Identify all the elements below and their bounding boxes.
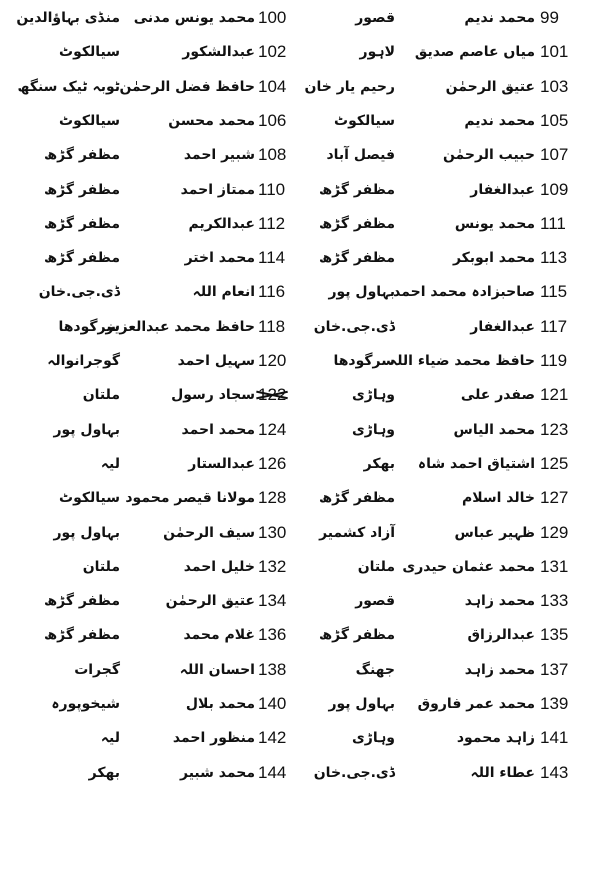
entry-city-text: ڈی.جی.خان (313, 764, 395, 781)
entry-name (395, 310, 535, 344)
entry-name (395, 241, 535, 275)
entry-name (125, 584, 255, 618)
entry-city-text: مظفر گڑھ (44, 593, 120, 610)
roster-row (0, 241, 590, 275)
entry-number (540, 241, 585, 275)
entry-name (395, 413, 535, 447)
entry-name-text: محمد ندیم (464, 10, 535, 26)
entry-number-text: 101 (540, 42, 569, 62)
entry-city (315, 275, 395, 309)
entry-name-text: صفدر علی (460, 387, 535, 404)
entry-city (315, 756, 395, 790)
entry-name (395, 618, 535, 652)
entry-number-text: 115 (540, 282, 568, 302)
entry-number-text: 144 (258, 762, 287, 782)
entry-name-text: عبدالشکور (182, 44, 255, 61)
entry-name-text: ظہیر عباس (454, 524, 535, 541)
entry-number-text: 114 (258, 248, 286, 268)
entry-city-text: گجرات (74, 661, 120, 678)
roster-row (0, 173, 590, 207)
entry-city-text: لیہ (100, 455, 120, 472)
roster-row (0, 413, 590, 447)
entry-city (0, 207, 120, 241)
entry-city (315, 378, 395, 412)
entry-city-text: بہاول پور (328, 696, 395, 712)
entry-number-text: 109 (540, 179, 569, 199)
entry-name (125, 138, 255, 172)
entry-city-text: منڈی بہاؤالدین (16, 10, 120, 26)
entry-city (0, 173, 120, 207)
entry-name-text: حافظ محمد ضیاء اللہ (389, 353, 535, 369)
entry-city-text: آزاد کشمیر (319, 524, 395, 541)
entry-number (258, 550, 303, 584)
entry-number-text: 107 (540, 145, 569, 165)
entry-number-text: 104 (258, 76, 287, 96)
entry-number-text: 140 (258, 694, 287, 713)
roster-row (0, 378, 590, 412)
entry-name-text: محمد الیاس (453, 421, 535, 438)
entry-city (315, 310, 395, 344)
entry-city-text: لاہور (359, 44, 395, 61)
entry-number-text: 116 (258, 282, 286, 302)
entry-number (258, 687, 303, 721)
entry-number (540, 104, 585, 138)
entry-name-text: محمد عثمان حیدری (402, 558, 535, 575)
entry-name (125, 35, 255, 69)
entry-city-text: گوجرانوالہ (47, 353, 120, 369)
entry-number-text: 110 (258, 179, 286, 199)
entry-city-text: ڈی.جی.خان (313, 318, 395, 335)
entry-city-text: قصور (355, 10, 395, 26)
entry-city-text: وہاڑی (351, 421, 395, 438)
entry-number-text: 135 (540, 625, 569, 645)
entry-number (258, 1, 303, 35)
entry-number (258, 104, 303, 138)
entry-name (125, 275, 255, 309)
entry-city-text: بہاول پور (53, 421, 120, 438)
entry-city-text: بہاول پور (328, 284, 395, 301)
entry-number-text: 121 (540, 385, 569, 405)
entry-number-text: 143 (540, 762, 569, 782)
entry-name-text: غلام محمد (183, 627, 255, 644)
entry-city-text: ڈی.جی.خان (38, 284, 120, 301)
entry-name-text: عبدالغفار (470, 318, 535, 335)
entry-number (258, 413, 303, 447)
entry-number-text: 108 (258, 145, 287, 165)
entry-city-text: ملتان (82, 558, 120, 575)
entry-city (0, 70, 120, 104)
entry-number-text: 142 (258, 728, 287, 748)
entry-city-text: سیالکوٹ (59, 44, 120, 61)
roster-row (0, 275, 590, 309)
entry-number (258, 173, 303, 207)
entry-number-text: 124 (258, 419, 287, 439)
entry-number (540, 1, 585, 35)
entry-city-text: رحیم یار خان (304, 78, 395, 95)
entry-name-text: محمد احمد (181, 421, 255, 438)
entry-number (540, 35, 585, 69)
entry-city-text: مظفر گڑھ (319, 215, 395, 232)
entry-number (540, 618, 585, 652)
roster-row (0, 70, 590, 104)
entry-name (125, 687, 255, 721)
entry-name-text: عطاء اللہ (470, 764, 535, 781)
entry-city (315, 413, 395, 447)
entry-number-text: 138 (258, 659, 287, 679)
entry-city (0, 481, 120, 515)
entry-city-text: مظفر گڑھ (319, 181, 395, 198)
entry-city-text: لیہ (100, 730, 120, 747)
entry-city (0, 584, 120, 618)
entry-city (0, 35, 120, 69)
entry-name-text: سہیل احمد (177, 353, 255, 369)
entry-name (125, 618, 255, 652)
entry-number (258, 310, 303, 344)
entry-number-text: 136 (258, 625, 287, 645)
entry-number (540, 653, 585, 687)
entry-name-text: محمد عمر فاروق (417, 696, 535, 712)
entry-city (304, 70, 395, 104)
entry-number (540, 481, 585, 515)
entry-city-text: شیخوپورہ (51, 696, 120, 712)
entry-name (125, 173, 255, 207)
entry-city (0, 687, 120, 721)
entry-number-text: 139 (540, 694, 569, 713)
entry-name-text: مولانا قیصر محمود (125, 490, 255, 507)
entry-city-text: ملتان (357, 558, 395, 575)
entry-number (540, 378, 585, 412)
entry-name-text: عبدالستار (188, 455, 255, 472)
entry-name-text: ممتاز احمد (180, 181, 255, 198)
entry-number-text: 132 (258, 556, 287, 576)
entry-number-text: 111 (540, 213, 566, 233)
entry-name (125, 481, 255, 515)
entry-number (258, 481, 303, 515)
entry-name-text: انعام اللہ (192, 284, 255, 301)
entry-number (258, 756, 303, 790)
entry-number-text: 100 (258, 8, 287, 27)
entry-city (315, 207, 395, 241)
entry-name (395, 447, 535, 481)
entry-number-text: 105 (540, 110, 569, 130)
entry-name-text: محمد ندیم (464, 112, 535, 129)
entry-city-text: سرگودھا (58, 318, 120, 335)
roster-row (0, 550, 590, 584)
entry-name (395, 70, 535, 104)
entry-city-text: مظفر گڑھ (319, 627, 395, 644)
entry-city (315, 173, 395, 207)
roster-row (0, 687, 590, 721)
entry-number (258, 447, 303, 481)
entry-name (125, 756, 255, 790)
entry-number (258, 70, 303, 104)
entry-number-text: 125 (540, 453, 569, 473)
roster-row (0, 516, 590, 550)
entry-city-text: بھکر (363, 455, 395, 472)
entry-name-text: محمد یونس مدنی (133, 10, 255, 26)
entry-number-text: 102 (258, 42, 287, 62)
entry-number (540, 70, 585, 104)
entry-number (540, 550, 585, 584)
entry-city-text: مظفر گڑھ (44, 147, 120, 164)
entry-number-text: 134 (258, 591, 287, 611)
roster-row (0, 653, 590, 687)
entry-name-text: محمد محسن (168, 112, 255, 129)
roster-row (0, 138, 590, 172)
entry-city-text: مظفر گڑھ (319, 250, 395, 267)
entry-name-text: حافظ فضل الرحمٰن (119, 78, 255, 95)
entry-city (0, 447, 120, 481)
roster-row (0, 207, 590, 241)
entry-city (0, 550, 120, 584)
entry-city (0, 1, 120, 35)
entry-number (540, 207, 585, 241)
entry-name-text: اشتیاق احمد شاہ (417, 455, 535, 472)
entry-name-text: محمد بلال (185, 696, 255, 712)
entry-number (258, 207, 303, 241)
entry-name (125, 550, 255, 584)
entry-city (0, 310, 120, 344)
entry-city-text: مظفر گڑھ (319, 490, 395, 507)
entry-number-text: 120 (258, 351, 287, 370)
entry-name (395, 687, 535, 721)
entry-number-text: 113 (540, 248, 568, 268)
entry-number-text: 119 (540, 351, 568, 370)
entry-name (395, 104, 535, 138)
entry-city (315, 104, 395, 138)
entry-city-text: ملتان (82, 387, 120, 404)
entry-name-text: منظور احمد (172, 730, 255, 747)
entry-number (540, 447, 585, 481)
roster-row (0, 447, 590, 481)
entry-name-text: عبدالکریم (188, 215, 255, 232)
entry-city (0, 138, 120, 172)
entry-name (125, 241, 255, 275)
entry-name (125, 413, 255, 447)
entry-city (315, 687, 395, 721)
entry-city (315, 481, 395, 515)
entry-name-text: محمد یونس (454, 215, 535, 232)
roster-row (0, 1, 590, 35)
entry-number-text: 103 (540, 76, 569, 96)
entry-number-text: 137 (540, 659, 569, 679)
entry-city (0, 653, 120, 687)
roster-row (0, 618, 590, 652)
entry-name-text: عبدالرزاق (467, 627, 535, 644)
entry-number (540, 310, 585, 344)
entry-city (315, 138, 395, 172)
entry-city (0, 241, 120, 275)
entry-name (395, 721, 535, 755)
entry-name (395, 378, 535, 412)
entry-name (395, 35, 535, 69)
entry-name-text: صاحبزادہ محمد احمد (393, 284, 535, 301)
entry-number-text: 133 (540, 591, 569, 611)
entry-name-text: زاہد محمود (456, 730, 535, 747)
roster-row (0, 481, 590, 515)
entry-number-text: 122 (258, 378, 286, 412)
entry-number (258, 653, 303, 687)
entry-number (258, 378, 303, 412)
entry-city (315, 584, 395, 618)
entry-number (540, 413, 585, 447)
entry-city-text: مظفر گڑھ (44, 627, 120, 644)
entry-number-text: 106 (258, 110, 287, 130)
entry-number (540, 721, 585, 755)
entry-city (0, 104, 120, 138)
entry-name-text: محمد زاہد (464, 593, 535, 610)
entry-name-text: میاں عاصم صدیق (414, 44, 535, 61)
entry-city (315, 516, 395, 550)
entry-number-text: 112 (258, 213, 286, 233)
entry-number (258, 721, 303, 755)
entry-name-text: محمد ابوبکر (452, 250, 535, 267)
entry-name-text: احسان اللہ (179, 661, 255, 678)
entry-number-text: 128 (258, 488, 287, 508)
entry-number (540, 756, 585, 790)
entry-name-text: عبدالغفار (470, 181, 535, 198)
entry-name (125, 447, 255, 481)
roster-row (0, 104, 590, 138)
entry-city (315, 344, 395, 378)
entry-city (315, 1, 395, 35)
entry-number-text: 117 (540, 316, 568, 336)
entry-city (0, 721, 120, 755)
roster-row (0, 756, 590, 790)
entry-name-text: عتیق الرحمٰن (445, 78, 535, 95)
entry-name-text: محمد شبیر (179, 764, 255, 781)
entry-number (540, 344, 585, 378)
entry-name-text: عتیق الرحمٰن (165, 593, 255, 610)
entry-number (258, 516, 303, 550)
entry-city-text: قصور (355, 593, 395, 610)
entry-city (315, 550, 395, 584)
entry-city (0, 344, 120, 378)
entry-number-text: 99 (540, 8, 559, 27)
entry-name (395, 756, 535, 790)
entry-city (315, 35, 395, 69)
entry-city-text: فیصل آباد (326, 147, 395, 164)
roster-row (0, 584, 590, 618)
entry-city (0, 516, 120, 550)
entry-name (125, 1, 255, 35)
entry-city-text: ٹوبہ ٹیک سنگھ (17, 78, 120, 95)
entry-name (395, 516, 535, 550)
entry-number-text: 126 (258, 453, 287, 473)
entry-name (395, 173, 535, 207)
roster-row (0, 310, 590, 344)
entry-city (315, 653, 395, 687)
entry-name (389, 344, 535, 378)
entry-city (0, 275, 120, 309)
entry-number-text: 130 (258, 522, 287, 542)
entry-name (395, 1, 535, 35)
entry-city-text: جھنگ (355, 661, 395, 678)
entry-name (395, 584, 535, 618)
entry-name (125, 344, 255, 378)
entry-name-text: خلیل احمد (183, 558, 255, 575)
entry-number (258, 344, 303, 378)
entry-name-text: حافظ محمد عبدالعزیز (105, 318, 255, 335)
entry-city-text: سیالکوٹ (59, 490, 120, 507)
entry-name (125, 653, 255, 687)
entry-number (258, 138, 303, 172)
entry-number-text: 129 (540, 522, 569, 542)
entry-number (258, 584, 303, 618)
entry-name (395, 550, 535, 584)
roster-row (0, 721, 590, 755)
roster-row (0, 35, 590, 69)
entry-number-text: 118 (258, 316, 286, 336)
entry-number (540, 687, 585, 721)
entry-number (540, 275, 585, 309)
entry-number-text: 141 (540, 728, 569, 748)
entry-city (0, 618, 120, 652)
entry-name (125, 516, 255, 550)
entry-name-text: محمد زاہد (464, 661, 535, 678)
entry-number (540, 516, 585, 550)
entry-name-text: خالد اسلام (461, 490, 535, 507)
entry-number-text: 123 (540, 419, 569, 439)
entry-city-text: مظفر گڑھ (44, 215, 120, 232)
entry-name-text: سیف الرحمٰن (163, 524, 255, 541)
entry-city-text: بھکر (88, 764, 120, 781)
entry-number (258, 35, 303, 69)
entry-city-text: سیالکوٹ (59, 112, 120, 129)
entry-number (258, 275, 303, 309)
entry-number (540, 173, 585, 207)
entry-city (0, 378, 120, 412)
entry-name (125, 104, 255, 138)
entry-number (540, 138, 585, 172)
entry-name (395, 653, 535, 687)
roster-row (0, 344, 590, 378)
entry-name (395, 481, 535, 515)
entry-name (395, 207, 535, 241)
entry-city-text: مظفر گڑھ (44, 181, 120, 198)
entry-number-text: 127 (540, 488, 569, 508)
entry-city (0, 413, 120, 447)
entry-name (125, 378, 255, 412)
entry-city (0, 756, 120, 790)
entry-city (315, 241, 395, 275)
entry-name-text: سجاد رسول (171, 387, 255, 404)
entry-number (258, 241, 303, 275)
entry-name (395, 138, 535, 172)
entry-city (315, 618, 395, 652)
entry-city-text: وہاڑی (351, 730, 395, 747)
entry-name (125, 207, 255, 241)
entry-city-text: سیالکوٹ (334, 112, 395, 129)
entry-city-text: مظفر گڑھ (44, 250, 120, 267)
entry-city-text: وہاڑی (351, 387, 395, 404)
entry-city-text: بہاول پور (53, 524, 120, 541)
entry-number (258, 618, 303, 652)
entry-number-text: 131 (540, 556, 569, 576)
entry-name-text: شبیر احمد (183, 147, 255, 164)
entry-city-text: سرگودھا (333, 353, 395, 369)
entry-name-text: محمد اختر (184, 250, 255, 267)
entry-name (119, 70, 255, 104)
entry-name (395, 275, 535, 309)
entry-city (315, 447, 395, 481)
entry-number (540, 584, 585, 618)
entry-name (125, 721, 255, 755)
entry-name-text: حبیب الرحمٰن (442, 147, 535, 164)
entry-name (105, 310, 255, 344)
entry-city (315, 721, 395, 755)
